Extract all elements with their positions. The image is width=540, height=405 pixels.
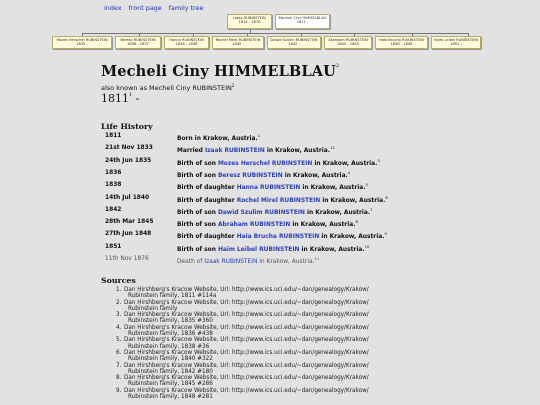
event-text-post: in Krakow, Austria.	[282, 172, 348, 179]
tree-box-years: 1811 -	[296, 20, 309, 25]
year-suffix: -	[132, 92, 140, 105]
tree-child[interactable]	[115, 36, 161, 49]
event-date: 14th Jul 1840	[105, 194, 150, 201]
event-date: 24th Jun 1835	[105, 157, 152, 164]
event-text-pre: Birth of son	[177, 222, 218, 229]
event-text	[177, 195, 388, 204]
tree-box-years: 1842 -	[288, 42, 300, 47]
tree-child[interactable]	[164, 36, 209, 49]
person-link[interactable]: Izaak RUBINSTEIN	[204, 258, 258, 265]
sources-heading: Sources	[101, 276, 136, 285]
event-text	[177, 219, 358, 228]
source-item	[116, 300, 409, 313]
event-text-post: in Krakow, Austria.	[304, 209, 371, 216]
source-detail: Rubinstein family, 1811 #114a	[128, 293, 217, 300]
event-text-post: in Krakow, Austria.	[300, 185, 366, 192]
citation-ref[interactable]: 2	[231, 83, 235, 88]
source-detail: Rubinstein family	[128, 305, 178, 312]
event-text-pre: Death of	[177, 258, 205, 265]
source-number: 7.	[116, 362, 122, 369]
source-citation: Dan Hirshberg's Kracow Website, Url: http://www.ics.uci.edu/~dan/genealogy/Krakow/	[124, 387, 369, 394]
source-item	[116, 312, 409, 325]
source-citation: Dan Hirshberg's Kracow Website, Url: http://www.ics.uci.edu/~dan/genealogy/Krakow/	[124, 299, 369, 306]
event-text-post: in Krakow, Austria.	[299, 246, 365, 253]
event-text-post: in Krakow, Austria.	[319, 234, 385, 241]
sources-list	[116, 287, 409, 400]
event-text-post: in Krakow, Austria.	[290, 222, 356, 229]
person-link[interactable]: Hanna RUBINSTEIN	[236, 185, 301, 192]
tree-box-years: 1851 -	[450, 42, 462, 47]
person-link[interactable]: Dawid Szulim RUBINSTEIN	[217, 209, 305, 216]
citation-ref[interactable]: 2	[335, 63, 340, 69]
source-detail: Rubinstein family, 1845 #286	[128, 381, 213, 388]
source-detail: Rubinstein family, 1848 #281	[128, 394, 213, 401]
source-citation: Dan Hirshberg's Kracow Website, Url: http://www.ics.uci.edu/~dan/genealogy/Krakow/	[124, 349, 369, 356]
event-date: 1842	[105, 206, 122, 213]
source-number: 3.	[116, 312, 122, 319]
person-link[interactable]: Rochel Mirel RUBINSTEIN	[236, 197, 321, 204]
person-link[interactable]: Haim Leibel RUBINSTEIN	[217, 246, 300, 253]
tree-box-years: 1835 -	[76, 42, 88, 47]
tree-box-name: Rochel Mirel RUBINSTEIN	[215, 38, 261, 42]
person-name: Mecheli Ciny HIMMELBLAU	[101, 63, 336, 80]
event-date: 11th Nov 1876	[105, 256, 149, 262]
event-text	[177, 244, 369, 253]
event-date: 1811	[105, 133, 122, 139]
person-link[interactable]: Mozes Herschel RUBINSTEIN	[217, 160, 313, 167]
citation-ref[interactable]: 11	[314, 256, 320, 261]
event-text-pre: Birth of daughter	[177, 234, 237, 241]
source-citation: Dan Hirshberg's Kracow Website, Url: http://www.ics.uci.edu/~dan/genealogy/Krakow/	[124, 362, 369, 369]
citation-ref[interactable]: 7	[370, 206, 373, 212]
tree-box-years: 1840 -	[232, 42, 244, 47]
tree-box-name: Abraham RUBINSTEIN	[328, 38, 368, 42]
tree-box-name: Mozes Herschel RUBINSTEIN	[56, 38, 108, 42]
source-detail: Rubinstein family, 1836 #438	[128, 331, 213, 338]
event-text-pre: Born in Krakow, Austria.	[177, 135, 258, 142]
event-text-post: in Krakow, Austria.	[257, 258, 315, 265]
citation-ref[interactable]: 1	[257, 133, 261, 138]
source-number: 4.	[116, 324, 122, 331]
source-number: 8.	[116, 375, 122, 382]
citation-ref[interactable]: 3	[377, 157, 380, 163]
source-number: 1.	[116, 287, 122, 293]
tree-box-years: 1836 - 1837	[127, 42, 149, 47]
source-citation: Dan Hirshberg's Kracow Website, Url: http://www.ics.uci.edu/~dan/genealogy/Krakow/	[124, 337, 369, 344]
source-detail: Rubinstein family, 1840 #322	[128, 356, 213, 363]
source-number: 6.	[116, 349, 122, 356]
person-link[interactable]: Izaak RUBINSTEIN	[204, 148, 265, 155]
event-text-pre: Birth of daughter	[177, 185, 237, 192]
source-number: 2.	[116, 299, 122, 306]
tree-box-name: Mecheli Ciny HIMMELBLAU	[278, 16, 327, 20]
person-name-heading	[101, 63, 339, 80]
aka-line	[101, 83, 234, 92]
tree-child[interactable]	[212, 36, 264, 49]
source-detail: Rubinstein family, 1835 #360	[128, 318, 213, 325]
person-link[interactable]: Abraham RUBINSTEIN	[217, 222, 291, 229]
tree-child[interactable]	[267, 36, 321, 49]
tree-parent-father[interactable]	[227, 14, 272, 29]
event-date: 27th Jun 1848	[105, 231, 152, 238]
birth-year: 1811	[101, 92, 129, 105]
event-text	[177, 170, 350, 179]
source-item	[116, 337, 409, 350]
event-text	[177, 207, 373, 216]
tree-box-name: Haim Leibel RUBINSTEIN	[433, 38, 479, 42]
event-text-pre: Birth of son	[177, 172, 218, 179]
event-date: 1851	[105, 243, 122, 250]
source-item	[116, 325, 409, 338]
source-citation: Dan Hirshberg's Kracow Website, Url: http://www.ics.uci.edu/~dan/genealogy/Krakow/	[124, 312, 369, 319]
source-item	[116, 375, 409, 388]
event-text	[177, 133, 260, 142]
citation-ref[interactable]: 8	[355, 219, 358, 225]
tree-child[interactable]	[375, 36, 428, 49]
tree-box-years: 1814 - 1876	[238, 20, 261, 25]
event-text	[177, 256, 319, 265]
life-history-heading: Life History	[101, 122, 153, 131]
citation-ref[interactable]: 4	[347, 169, 351, 175]
source-number: 9.	[116, 387, 122, 394]
tree-child[interactable]	[324, 36, 372, 49]
event-text-pre: Birth of son	[177, 246, 218, 253]
source-item	[116, 287, 409, 300]
tree-child[interactable]	[431, 36, 481, 49]
event-text	[177, 231, 387, 240]
citation-ref[interactable]: 10	[364, 243, 370, 249]
tree-box-name: Beresz RUBINSTEIN	[120, 38, 156, 42]
event-text-pre: Married	[177, 148, 205, 155]
tree-child[interactable]	[52, 36, 112, 49]
tree-box-name: Haia Brucha RUBINSTEIN	[379, 38, 424, 42]
tree-box-years: 1845 - 1845	[337, 42, 359, 47]
event-text	[177, 145, 335, 154]
source-citation: Dan Hirshberg's Kracow Website, Url: http://www.ics.uci.edu/~dan/genealogy/Krakow/	[124, 375, 369, 382]
event-date: 28th Mar 1845	[105, 219, 154, 226]
source-detail: Rubinstein family, 1842 #180	[128, 368, 213, 375]
source-detail: Rubinstein family, 1838 #36	[128, 343, 210, 350]
event-text-post: in Krakow, Austria.	[320, 197, 386, 204]
event-text-pre: Birth of son	[177, 209, 218, 216]
event-text-pre: Birth of son	[177, 160, 218, 167]
event-text-post: in Krakow, Austria.	[312, 160, 378, 167]
source-citation: Dan Hirshberg's Kracow Website, Url: http://www.ics.uci.edu/~dan/genealogy/Krakow/	[124, 324, 369, 331]
aka-text: also known as Mecheli Ciny RUBINSTEIN	[101, 84, 232, 93]
citation-ref[interactable]: 12	[329, 145, 335, 151]
tree-box-name: Izaak RUBINSTEIN	[233, 16, 266, 20]
source-item	[116, 363, 409, 376]
event-date: 21st Nov 1833	[105, 145, 153, 152]
source-item	[116, 350, 409, 363]
person-years	[101, 92, 139, 105]
tree-connector	[82, 33, 469, 34]
event-text-post: in Krakow, Austria.	[264, 148, 330, 155]
source-number: 5.	[116, 337, 122, 344]
nav-front-page-link[interactable]: front page	[128, 4, 162, 12]
tree-box-name: Dawid Szulim RUBINSTEIN	[270, 38, 318, 42]
source-item	[116, 388, 409, 401]
tree-current-person	[275, 14, 330, 29]
nav-index-link[interactable]: index	[104, 4, 122, 12]
source-citation: Dan Hirshberg's Kracow Website, Url: http://www.ics.uci.edu/~dan/genealogy/Krakow/	[124, 287, 369, 293]
citation-ref[interactable]: 5	[365, 182, 368, 188]
event-date: 1836	[105, 169, 122, 176]
event-text-pre: Birth of daughter	[177, 197, 237, 204]
event-text	[177, 158, 380, 167]
tree-box-years: 1838 - 1838	[175, 42, 198, 47]
citation-ref[interactable]: 9	[384, 231, 387, 237]
event-text	[177, 182, 368, 191]
tree-box-years: 1848 - 1848	[390, 42, 413, 47]
event-date: 1838	[105, 182, 122, 189]
top-nav	[104, 4, 208, 12]
citation-ref[interactable]: 1	[129, 92, 133, 98]
tree-box-name: Hanna RUBINSTEIN	[169, 38, 204, 42]
person-link[interactable]: Haia Brucha RUBINSTEIN	[236, 234, 320, 241]
citation-ref[interactable]: 6	[385, 194, 388, 200]
nav-family-tree-link[interactable]: family tree	[168, 4, 204, 12]
person-link[interactable]: Beresz RUBINSTEIN	[217, 172, 283, 179]
